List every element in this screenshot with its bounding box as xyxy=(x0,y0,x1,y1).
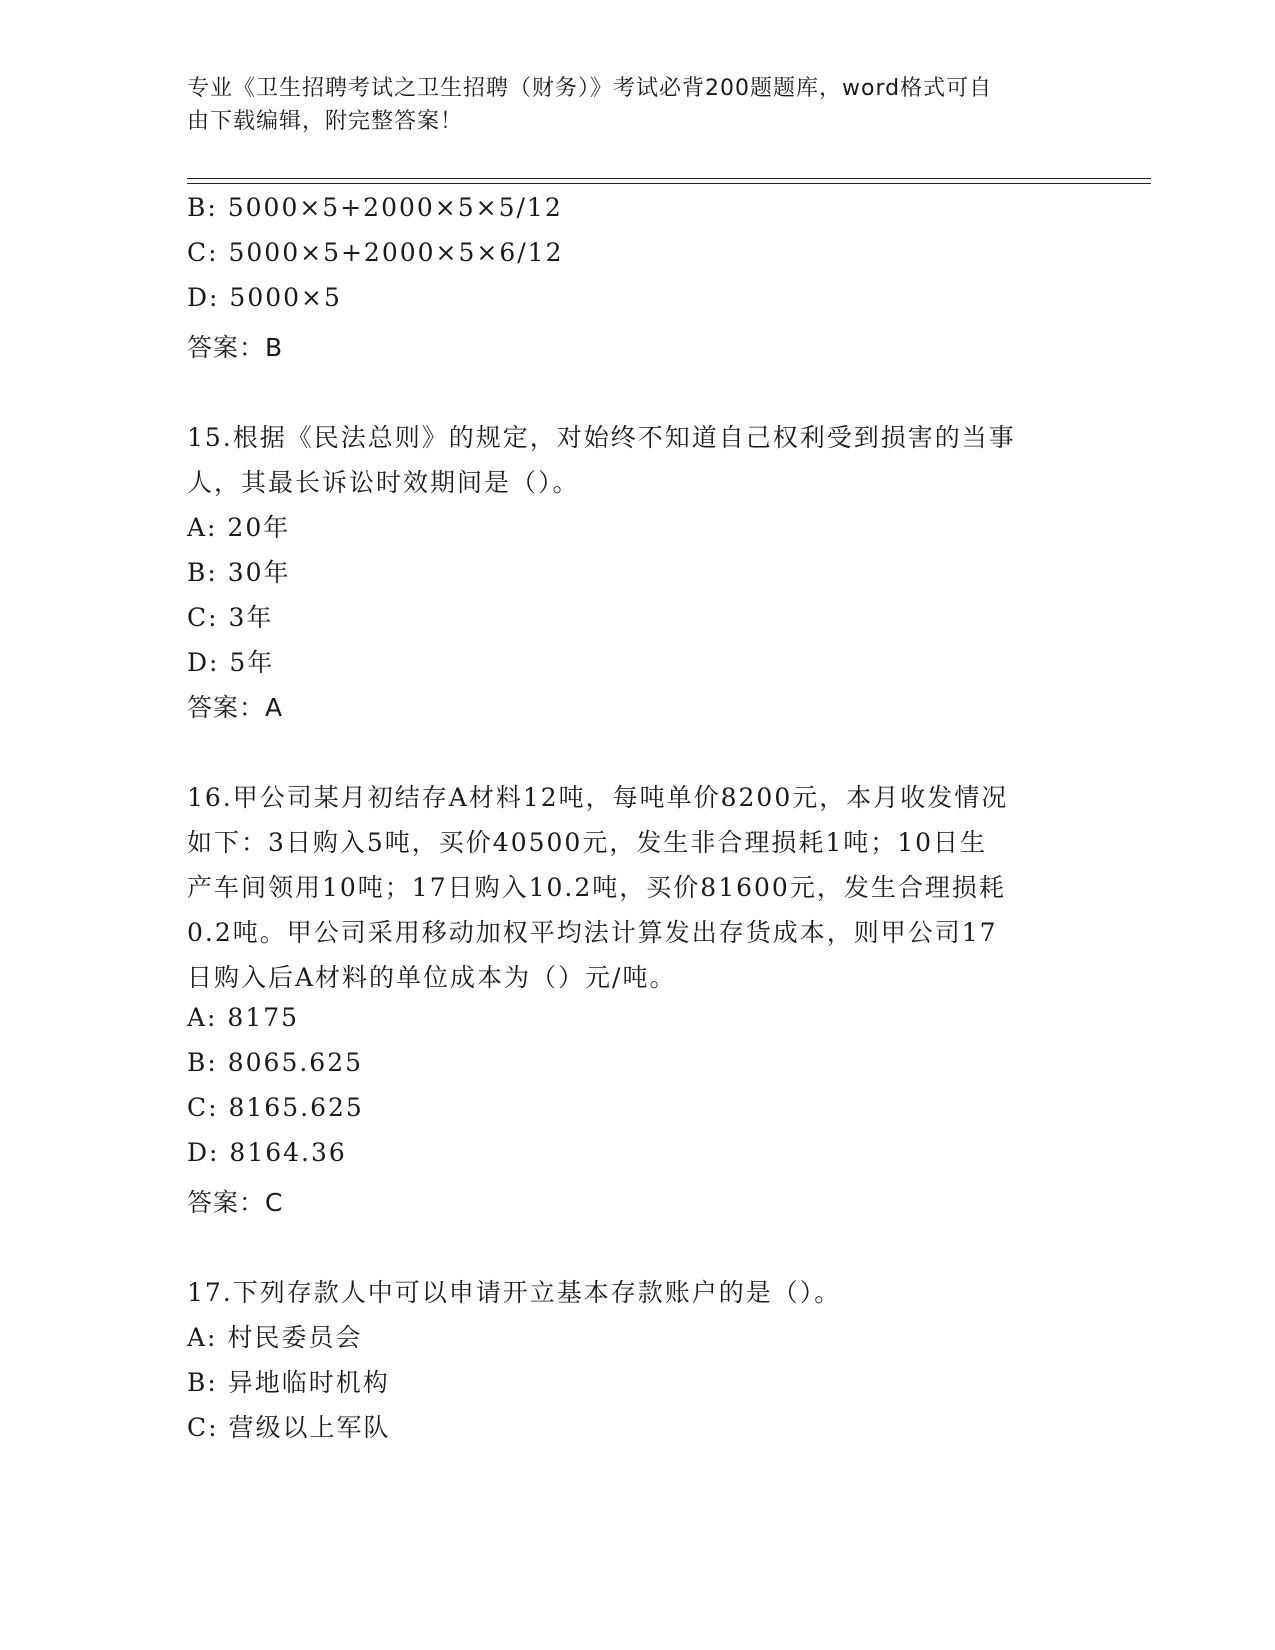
q14-option-b: B: 5000×5+2000×5×5/12 xyxy=(187,193,563,222)
header-rule-bottom xyxy=(187,183,1151,184)
header-line-1: 专业《卫生招聘考试之卫生招聘（财务）》考试必背200题题库，word格式可自 xyxy=(187,76,993,101)
q15-text-line-1: 15.根据《民法总则》的规定，对始终不知道自己权利受到损害的当事 xyxy=(187,423,1016,452)
q16-option-d: D: 8164.36 xyxy=(187,1138,347,1167)
q16-option-c: C: 8165.625 xyxy=(187,1093,364,1122)
document-header xyxy=(187,72,1067,138)
q17-option-c: C: 营级以上军队 xyxy=(187,1413,391,1442)
q16-text-line-5: 日购入后A材料的单位成本为（）元/吨。 xyxy=(187,963,677,992)
q16-text-line-2: 如下：3日购入5吨，买价40500元，发生非合理损耗1吨；10日生 xyxy=(187,828,988,857)
q16-answer: 答案：C xyxy=(187,1188,284,1217)
q17-option-a: A: 村民委员会 xyxy=(187,1323,363,1352)
q15-option-a: A: 20年 xyxy=(187,513,291,542)
q14-option-c: C: 5000×5+2000×5×6/12 xyxy=(187,238,564,267)
q15-answer: 答案：A xyxy=(187,693,284,722)
q14-option-d: D: 5000×5 xyxy=(187,283,342,312)
q17-option-b: B: 异地临时机构 xyxy=(187,1368,390,1397)
q14-answer: 答案：B xyxy=(187,333,284,362)
q16-text-line-3: 产车间领用10吨；17日购入10.2吨，买价81600元，发生合理损耗 xyxy=(187,873,1006,902)
q15-option-d: D: 5年 xyxy=(187,648,275,677)
q16-option-b: B: 8065.625 xyxy=(187,1048,364,1077)
q16-option-a: A: 8175 xyxy=(187,1003,300,1032)
q16-text-line-1: 16.甲公司某月初结存A材料12吨，每吨单价8200元，本月收发情况 xyxy=(187,783,1009,812)
q17-text-line-1: 17.下列存款人中可以申请开立基本存款账户的是（）。 xyxy=(187,1278,842,1307)
q15-text-line-2: 人，其最长诉讼时效期间是（）。 xyxy=(187,468,580,497)
q15-option-b: B: 30年 xyxy=(187,558,291,587)
q15-option-c: C: 3年 xyxy=(187,603,274,632)
header-line-2: 由下载编辑，附完整答案！ xyxy=(187,109,464,134)
header-rule-top xyxy=(187,178,1151,179)
q16-text-line-4: 0.2吨。甲公司采用移动加权平均法计算发出存货成本，则甲公司17 xyxy=(187,918,998,947)
